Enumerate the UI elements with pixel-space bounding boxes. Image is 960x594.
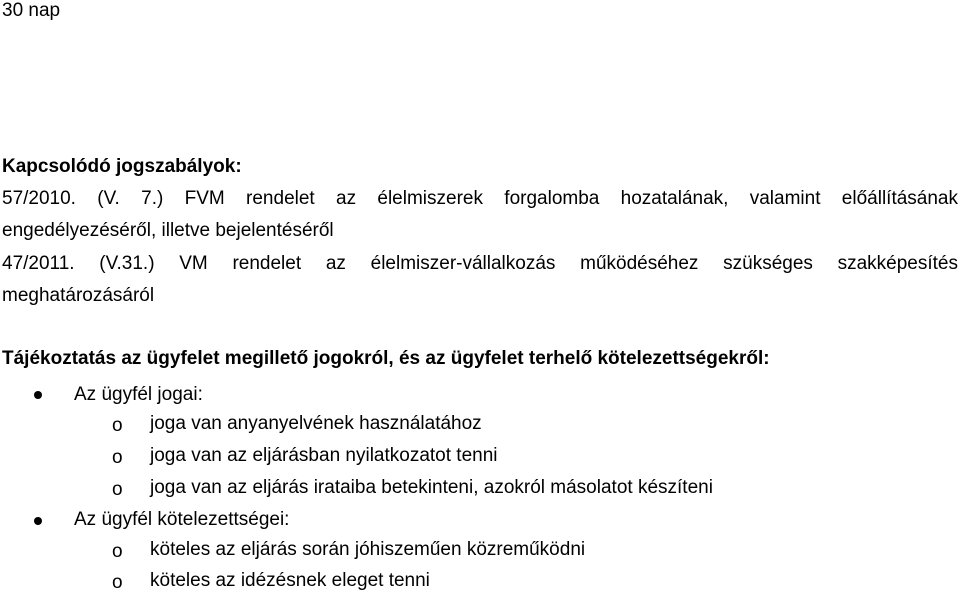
- sub-bullet-marker: o: [112, 415, 123, 436]
- rights-item-2: joga van az eljárásban nyilatkozatot tenni: [150, 445, 498, 466]
- sub-bullet-marker: o: [112, 479, 123, 500]
- rights-item-3: joga van az eljárás irataiba betekinteni, azokról másolatot készíteni: [150, 477, 713, 498]
- info-heading: Tájékoztatás az ügyfelet megillető jogokról, és az ügyfelet terhelő kötelezettségekről:: [2, 348, 770, 369]
- rights-label: Az ügyfél jogai:: [74, 384, 203, 405]
- law-2-line-1: 47/2011. (V.31.) VM rendelet az élelmiszer-vállalkozás működéséhez szükséges szakképesítés: [2, 253, 958, 274]
- bullet-icon: [34, 517, 42, 525]
- law-2-line-2: meghatározásáról: [2, 285, 155, 306]
- deadline-text: 30 nap: [2, 0, 61, 21]
- bullet-icon: [34, 391, 42, 399]
- law-1-line-1: 57/2010. (V. 7.) FVM rendelet az élelmiszerek forgalomba hozatalának, valamint előállításának: [2, 188, 958, 209]
- law-1-line-2: engedélyezéséről, illetve bejelentéséről: [2, 220, 334, 241]
- sub-bullet-marker: o: [112, 572, 123, 593]
- obligations-label: Az ügyfél kötelezettségei:: [74, 509, 290, 530]
- sub-bullet-marker: o: [112, 447, 123, 468]
- related-laws-heading: Kapcsolódó jogszabályok:: [2, 156, 242, 177]
- sub-bullet-marker: o: [112, 541, 123, 562]
- rights-item-1: joga van anyanyelvének használatához: [150, 413, 482, 434]
- obligations-item-2: köteles az idézésnek eleget tenni: [150, 570, 430, 591]
- obligations-item-1: köteles az eljárás során jóhiszeműen közreműködni: [150, 539, 586, 560]
